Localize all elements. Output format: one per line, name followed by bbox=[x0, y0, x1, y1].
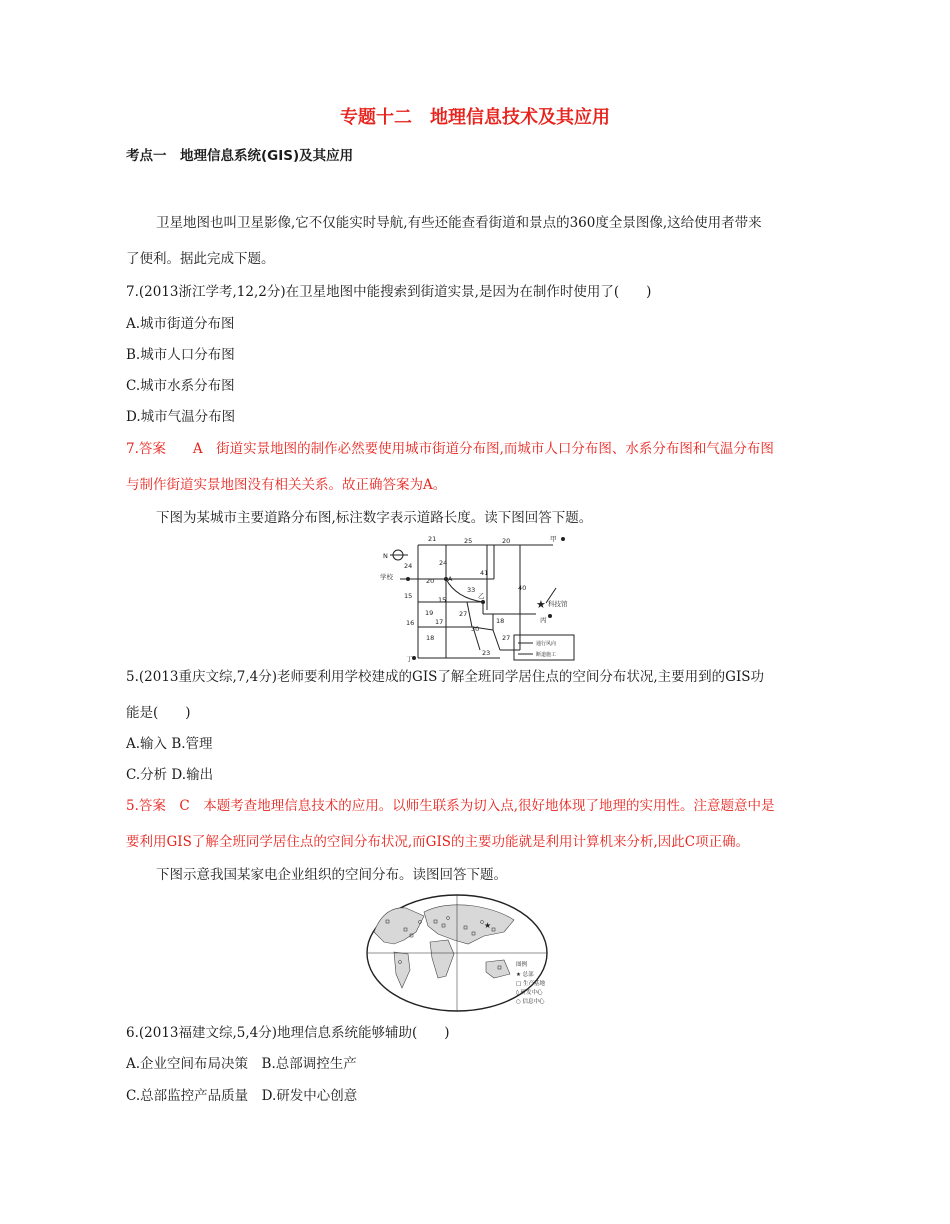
q7-stem: 7.(2013浙江学考,12,2分)在卫星地图中能搜索到街道实景,是因为在制作时使用了( ) bbox=[126, 284, 652, 300]
intro3: 下图示意我国某家电企业组织的空间分布。读图回答下题。 bbox=[156, 867, 507, 883]
road-length: 20 bbox=[426, 577, 435, 585]
legend-item: □ 生产基地 bbox=[516, 981, 545, 987]
museum-label: 科技馆 bbox=[548, 600, 568, 608]
q5-answer-line2: 要利用GIS了解全班同学居住点的空间分布状况,而GIS的主要功能就是利用计算机来分析,因此C项正确。 bbox=[126, 834, 750, 850]
q7-option-c: C.城市水系分布图 bbox=[126, 378, 235, 394]
bing-label: 丙 bbox=[540, 616, 547, 624]
north-label: N bbox=[383, 552, 388, 560]
q5-options-line2: C.分析 D.输出 bbox=[126, 767, 214, 783]
road-length: 27 bbox=[502, 634, 511, 642]
point-ding bbox=[412, 656, 416, 660]
point-jia bbox=[561, 537, 565, 541]
eurasia-shape bbox=[424, 905, 514, 944]
yi-label: 乙 bbox=[478, 592, 485, 600]
point-yi bbox=[481, 600, 485, 604]
road-length: 40 bbox=[518, 584, 527, 592]
section-heading: 考点一 地理信息系统(GIS)及其应用 bbox=[126, 148, 354, 164]
road-length: 15 bbox=[404, 592, 413, 600]
intro1-line1: 卫星地图也叫卫星影像,它不仅能实时导航,有些还能查看街道和景点的360度全景图像,这给使用者带来 bbox=[156, 215, 762, 231]
legend-direction-label: 通行风向 bbox=[536, 641, 557, 647]
q7-option-d: D.城市气温分布图 bbox=[126, 409, 236, 425]
road-length: 23 bbox=[482, 649, 491, 657]
a-label: A bbox=[448, 575, 453, 583]
africa-shape bbox=[430, 940, 454, 978]
road-length: 25 bbox=[464, 537, 473, 545]
legend-construction-label: 断道施工 bbox=[536, 652, 557, 658]
q6-options-line1: A.企业空间布局决策 B.总部调控生产 bbox=[126, 1056, 357, 1072]
road-length: 16 bbox=[406, 619, 415, 627]
intro2: 下图为某城市主要道路分布图,标注数字表示道路长度。读下图回答下题。 bbox=[156, 510, 593, 526]
road-length: 17 bbox=[435, 618, 444, 626]
headquarters-star-icon: ★ bbox=[484, 921, 492, 930]
q7-option-b: B.城市人口分布图 bbox=[126, 347, 235, 363]
legend-item: ◊ 研发中心 bbox=[516, 990, 543, 996]
q5-stem-line2: 能是( ) bbox=[126, 705, 191, 721]
intro1-line2: 了便利。据此完成下题。 bbox=[126, 251, 275, 267]
museum-star-icon: ★ bbox=[536, 598, 546, 611]
road-length: 24 bbox=[439, 559, 448, 567]
page-title: 专题十二 地理信息技术及其应用 bbox=[340, 107, 610, 128]
legend-item: ○ 信息中心 bbox=[516, 999, 545, 1005]
north-america-shape bbox=[374, 908, 424, 944]
q7-option-a: A.城市街道分布图 bbox=[126, 316, 235, 332]
south-america-shape bbox=[394, 952, 410, 988]
road-length: 15 bbox=[438, 596, 447, 604]
q5-options-line1: A.输入 B.管理 bbox=[126, 736, 213, 752]
road-length: 21 bbox=[428, 535, 437, 543]
q7-answer-line1: 7.答案 A 街道实景地图的制作必然要使用城市街道分布图,而城市人口分布图、水系分布图和气温分布图 bbox=[126, 441, 774, 457]
road-length: 19 bbox=[425, 609, 434, 617]
q5-answer-line1: 5.答案 C 本题考查地理信息技术的应用。以师生联系为切入点,很好地体现了地理的实用性。注意题意中是 bbox=[126, 798, 775, 814]
jia-label: 甲 bbox=[550, 535, 557, 543]
school-label: 学校 bbox=[380, 573, 393, 581]
q5-stem-line1: 5.(2013重庆文综,7,4分)老师要利用学校建成的GIS了解全班同学居住点的空间分布状况,主要用到的GIS功 bbox=[126, 669, 765, 685]
legend-item: ★ 总部 bbox=[516, 972, 534, 978]
road-length: 20 bbox=[502, 537, 511, 545]
road-length: 18 bbox=[426, 634, 435, 642]
road-length: 30 bbox=[471, 625, 480, 633]
point-bing bbox=[548, 614, 552, 618]
road-length: 27 bbox=[459, 610, 468, 618]
q7-answer-line2: 与制作街道实景地图没有相关关系。故正确答案为A。 bbox=[126, 477, 447, 493]
road-length: 18 bbox=[496, 617, 505, 625]
road-length: 41 bbox=[480, 569, 489, 577]
point-school bbox=[406, 577, 410, 581]
road-length: 33 bbox=[467, 586, 476, 594]
road-map-figure bbox=[378, 530, 578, 665]
road-length: 24 bbox=[404, 562, 413, 570]
legend-title: 图例 bbox=[516, 962, 528, 968]
q6-options-line2: C.总部监控产品质量 D.研发中心创意 bbox=[126, 1088, 358, 1104]
ding-label: 丁 bbox=[406, 655, 413, 663]
q6-stem: 6.(2013福建文综,5,4分)地理信息系统能够辅助( ) bbox=[126, 1025, 450, 1041]
world-map-figure bbox=[364, 892, 550, 1014]
